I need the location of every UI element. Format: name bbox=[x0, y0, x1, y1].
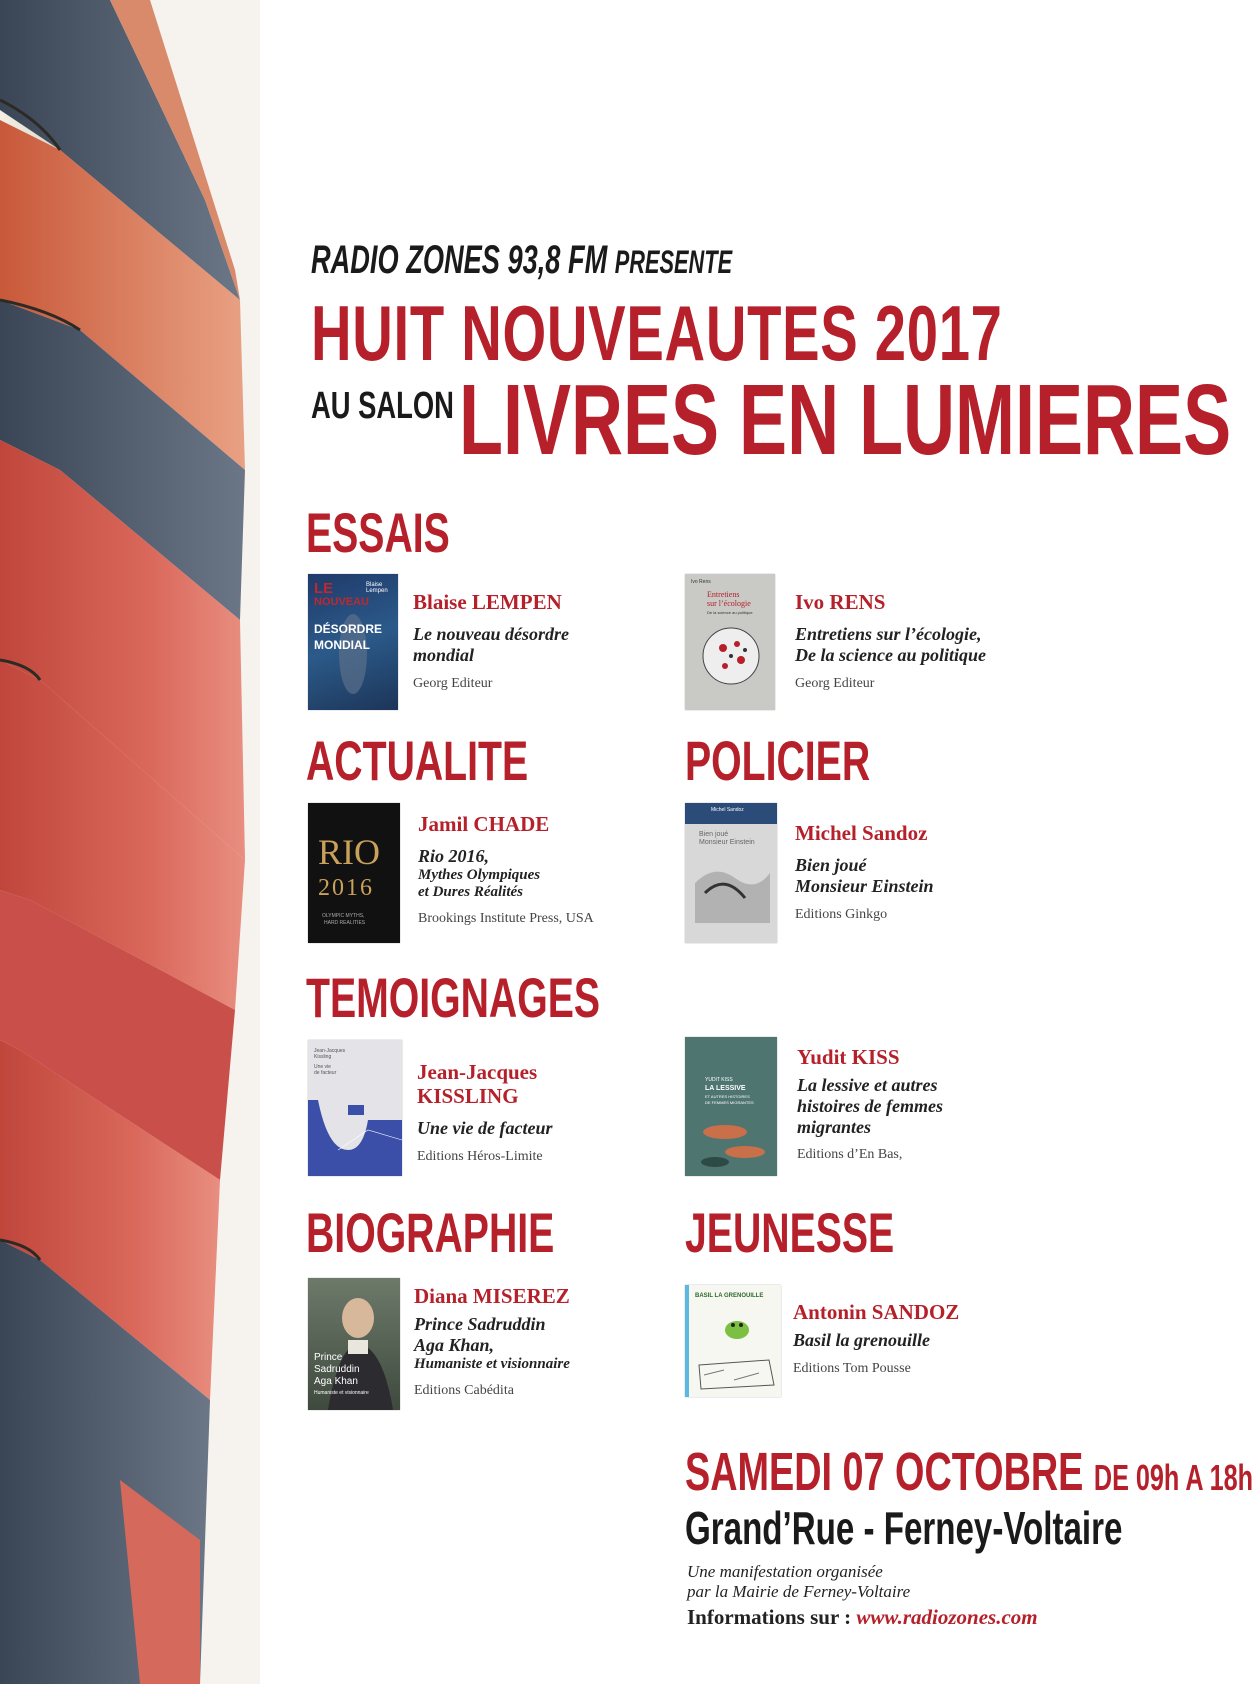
book-publisher: Brookings Institute Press, USA bbox=[418, 911, 594, 927]
cover-text: HARD REALITIES bbox=[324, 920, 366, 926]
book-publisher: Editions Tom Pousse bbox=[793, 1360, 911, 1376]
cover-text: De la science au politique bbox=[707, 610, 753, 615]
cover-text: de facteur bbox=[314, 1070, 337, 1076]
cover-text: DE FEMMES MIGRANTES bbox=[705, 1100, 754, 1105]
event-date bbox=[685, 1442, 1253, 1502]
book-cover-msandoz bbox=[685, 803, 777, 943]
info-line bbox=[687, 1605, 1038, 1630]
cover-text: Bien joué bbox=[699, 831, 729, 838]
section-actualite: ACTUALITE bbox=[306, 729, 529, 792]
cover-text: RIO bbox=[318, 832, 380, 872]
cover-text: ET AUTRES HISTOIRES bbox=[705, 1094, 750, 1099]
cover-text: DÉSORDRE bbox=[314, 622, 383, 636]
section-policier: POLICIER bbox=[685, 729, 871, 792]
event-day: SAMEDI 07 OCTOBRE bbox=[685, 1442, 1084, 1502]
cover-text: NOUVEAU bbox=[314, 596, 370, 608]
section-essais: ESSAIS bbox=[306, 501, 450, 564]
poster-title: HUIT NOUVEAUTES 2017 bbox=[311, 289, 1003, 377]
section-biographie: BIOGRAPHIE bbox=[306, 1201, 555, 1264]
cover-text: Jean-Jacques bbox=[314, 1048, 346, 1054]
info-label: Informations sur : bbox=[687, 1605, 852, 1629]
book-entry-kissling bbox=[417, 1060, 677, 1165]
cover-author: Blaise Lempen bbox=[366, 582, 388, 594]
book-author: Antonin SANDOZ bbox=[793, 1300, 960, 1324]
book-publisher: Georg Editeur bbox=[413, 675, 493, 691]
website-link[interactable]: www.radiozones.com bbox=[856, 1605, 1038, 1629]
cover-text: YUDIT KISS bbox=[705, 1077, 733, 1083]
book-title: Une vie de facteur bbox=[417, 1118, 553, 1139]
salon-name: LIVRES EN LUMIERES bbox=[459, 364, 1232, 476]
cover-text: Aga Khan bbox=[314, 1376, 358, 1387]
book-subtitle: Humaniste et visionnaire bbox=[414, 1355, 570, 1372]
organizer-note: Une manifestation organisée par la Mairie de Ferney-Voltaire bbox=[687, 1562, 911, 1602]
book-author: Yudit KISS bbox=[797, 1045, 900, 1069]
section-jeunesse: JEUNESSE bbox=[685, 1201, 895, 1264]
cover-text: OLYMPIC MYTHS, bbox=[322, 913, 365, 919]
cover-text: Entretiens bbox=[707, 590, 740, 599]
cover-text: 2016 bbox=[318, 875, 374, 901]
book-cover-lempen bbox=[308, 574, 398, 710]
section-temoignages: TEMOIGNAGES bbox=[306, 966, 601, 1029]
book-entry-chade bbox=[418, 812, 678, 927]
book-entry-rens bbox=[795, 590, 1055, 692]
cover-text: Humaniste et visionnaire bbox=[314, 1390, 369, 1396]
books-stack-image bbox=[0, 0, 260, 1684]
book-author: Jean-Jacques KISSLING bbox=[417, 1060, 538, 1109]
book-entry-asandoz bbox=[793, 1300, 1053, 1377]
book-entry-msandoz bbox=[795, 821, 1055, 923]
book-title: Le nouveau désordre mondial bbox=[413, 624, 569, 665]
book-entry-miserez bbox=[414, 1284, 674, 1399]
book-cover-asandoz bbox=[685, 1285, 781, 1397]
book-author: Diana MISEREZ bbox=[414, 1284, 570, 1308]
book-subtitle: Mythes Olympiques et Dures Réalités bbox=[418, 866, 541, 901]
book-cover-kiss bbox=[685, 1037, 777, 1176]
cover-text: MONDIAL bbox=[314, 638, 370, 652]
cover-text: LA LESSIVE bbox=[705, 1085, 746, 1092]
book-cover-miserez bbox=[308, 1278, 400, 1410]
cover-text: Prince bbox=[314, 1352, 343, 1363]
book-author: Blaise LEMPEN bbox=[413, 590, 562, 614]
book-entry-lempen bbox=[413, 590, 673, 692]
cover-text: sur l’écologie bbox=[707, 599, 751, 608]
book-author: Jamil CHADE bbox=[418, 812, 550, 836]
station-name: RADIO ZONES 93,8 FM bbox=[311, 238, 608, 282]
book-publisher: Editions Cabédita bbox=[414, 1382, 514, 1398]
header-presenter bbox=[311, 238, 732, 283]
book-publisher: Editions Héros-Limite bbox=[417, 1148, 543, 1164]
book-publisher: Editions d’En Bas, bbox=[797, 1147, 903, 1163]
book-title: Bien joué Monsieur Einstein bbox=[795, 855, 934, 896]
book-author: Ivo RENS bbox=[795, 590, 886, 614]
au-salon-label: AU SALON bbox=[311, 385, 454, 427]
book-title: Basil la grenouille bbox=[793, 1330, 931, 1351]
cover-text: BASIL LA GRENOUILLE bbox=[695, 1293, 764, 1299]
book-cover-chade bbox=[308, 803, 400, 943]
cover-text: Monsieur Einstein bbox=[699, 839, 755, 846]
book-author: Michel Sandoz bbox=[795, 821, 928, 845]
cover-text: Kissling bbox=[314, 1054, 332, 1060]
book-title: La lessive et autres histoires de femmes migrantes bbox=[797, 1075, 943, 1137]
cover-text: Une vie bbox=[314, 1064, 331, 1070]
cover-text: Sadruddin bbox=[314, 1364, 360, 1375]
book-title: Rio 2016, bbox=[418, 846, 490, 867]
event-place: Grand’Rue - Ferney-Voltaire bbox=[685, 1502, 1123, 1554]
book-cover-kissling bbox=[308, 1040, 402, 1176]
cover-author: Ivo Rens bbox=[691, 579, 711, 585]
book-entry-kiss bbox=[797, 1045, 1057, 1163]
book-publisher: Georg Editeur bbox=[795, 675, 875, 691]
cover-text: LE bbox=[314, 580, 334, 597]
book-cover-rens bbox=[685, 574, 775, 710]
cover-author: Michel Sandoz bbox=[711, 807, 744, 813]
presents-label: PRESENTE bbox=[614, 244, 733, 280]
event-hours: DE 09h A 18h bbox=[1093, 1457, 1253, 1498]
book-title: Entretiens sur l’écologie, De la science au politique bbox=[795, 624, 986, 665]
book-title: Prince Sadruddin Aga Khan, bbox=[414, 1314, 546, 1355]
book-publisher: Editions Ginkgo bbox=[795, 906, 888, 922]
